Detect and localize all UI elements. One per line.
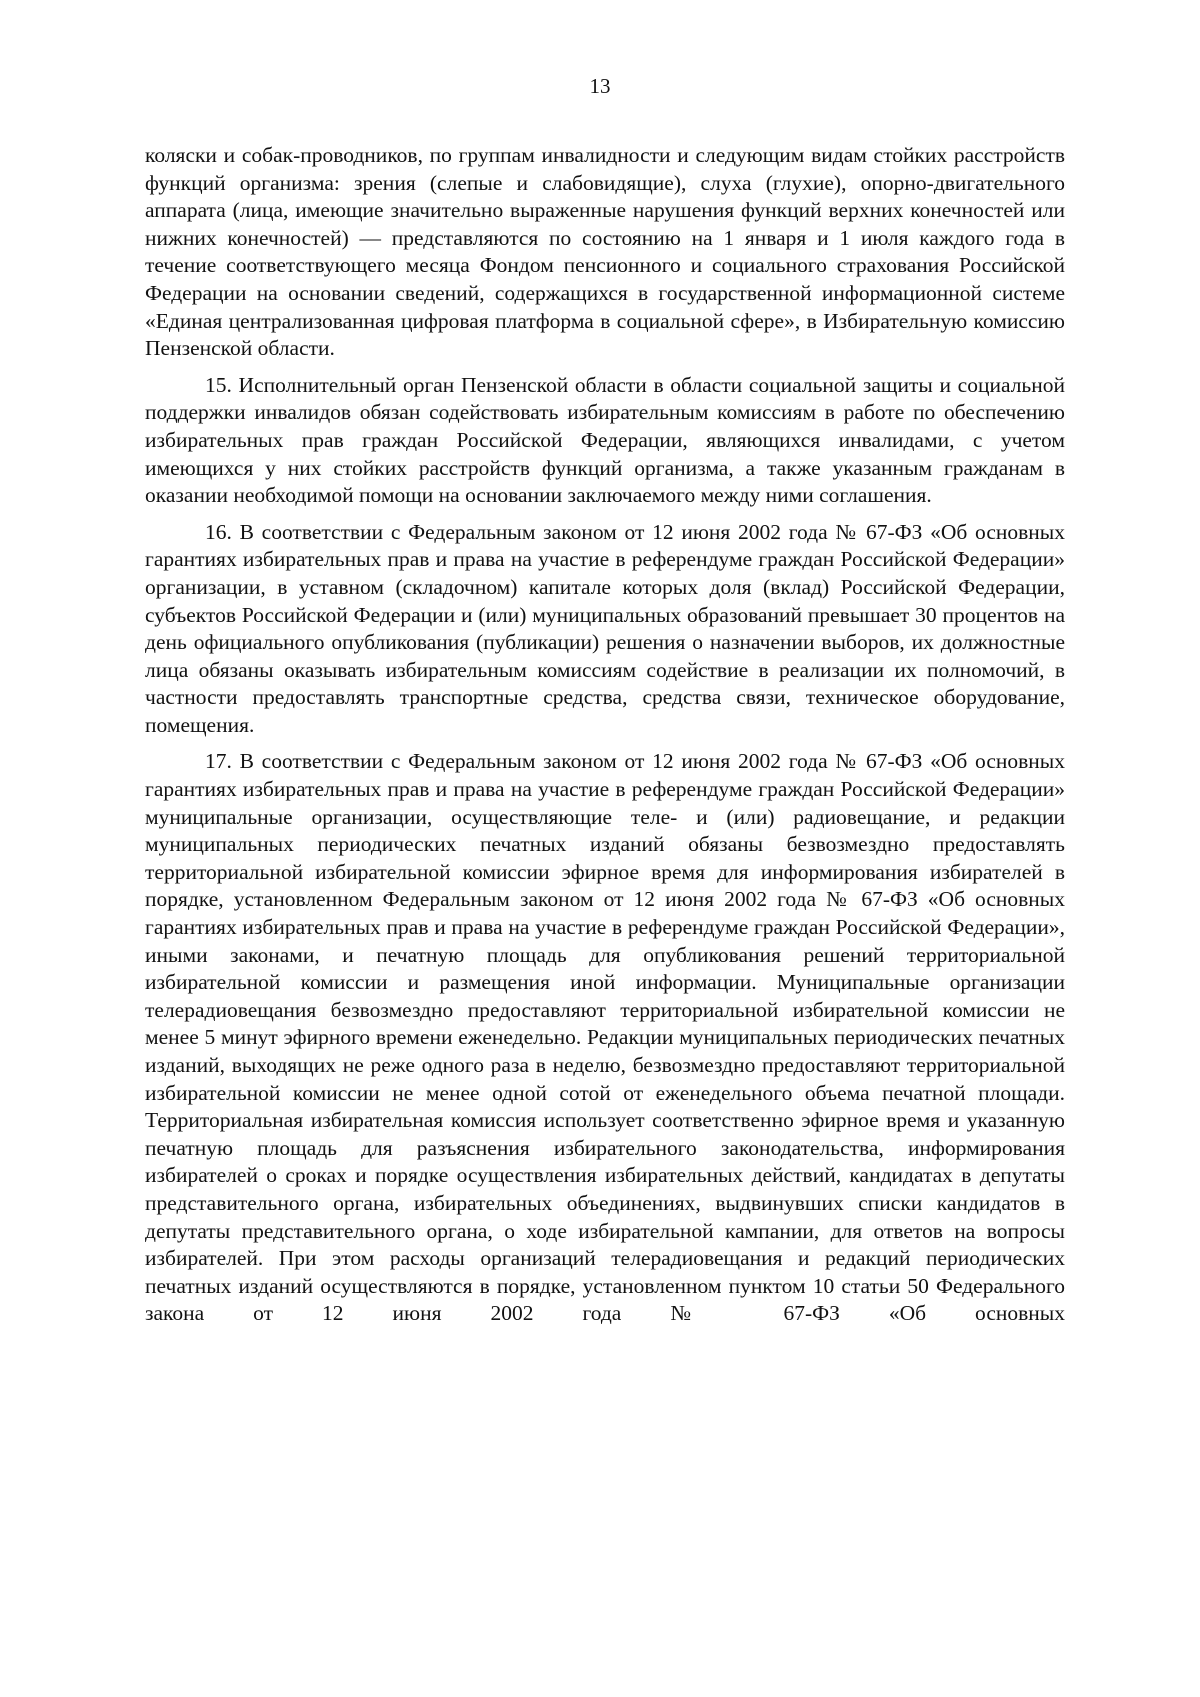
page-number: 13 <box>589 74 611 98</box>
paragraph-17: 17. В соответствии с Федеральным законом от 12 июня 2002 года № 67-ФЗ «Об основных гарантиях избирательных прав и права на участие в референдуме граждан Российской Федерации» муниципальные организации, осуществляющие теле- и (или) радиовещание, и редакции муниципальных периодических печатных изданий обязаны безвозмездно предоставлять территориальной избирательной комиссии эфирное время для информирования избирателей в порядке, установленном Федеральным законом от 12 июня 2002 года № 67-ФЗ «Об основных гарантиях избирательных прав и права на участие в референдуме граждан Российской Федерации», иными законами, и печатную площадь для опубликования решений территориальной избирательной комиссии и размещения иной информации. Муниципальные организации телерадиовещания безвозмездно предоставляют территориальной избирательной комиссии не менее 5 минут эфирного времени еженедельно. Редакции муниципальных периодических печатных изданий, выходящих не реже одного раза в неделю, безвозмездно предоставляют территориальной избирательной комиссии не менее одной сотой от еженедельного объема печатной площади. Территориальная избирательная комиссия использует соответственно эфирное время и указанную печатную площадь для разъяснения избирательного законодательства, информирования избирателей о сроках и порядке осуществления избирательных действий, кандидатах в депутаты представительного органа, избирательных объединениях, выдвинувших списки кандидатов в депутаты представительного органа, о ходе избирательной кампании, для ответов на вопросы избирателей. При этом расходы организаций телерадиовещания и редакций периодических печатных изданий осуществляются в порядке, установленном пунктом 10 статьи 50 Федерального закона от 12 июня 2002 года № 67-ФЗ «Об основных <box>145 749 1065 1326</box>
paragraph-15: 15. Исполнительный орган Пензенской области в области социальной защиты и социальной поддержки инвалидов обязан содействовать избирательным комиссиям в работе по обеспечению избирательных прав граждан Российской Федерации, являющихся инвалидами, с учетом имеющихся у них стойких расстройств функций организма, а также указанным гражданам в оказании необходимой помощи на основании заключаемого между ними соглашения. <box>145 372 1065 508</box>
document-body <box>145 142 1065 1328</box>
paragraph-continuation: коляски и собак-проводников, по группам инвалидности и следующим видам стойких расстройств функций организма: зрения (слепые и слабовидящие), слуха (глухие), опорно-двигательного аппарата (лица, имеющие значительно выраженные нарушения функций верхних конечностей или нижних конечностей) — представляются по состоянию на 1 января и 1 июля каждого года в течение соответствующего месяца Фондом пенсионного и социального страхования Российской Федерации на основании сведений, содержащихся в государственной информационной системе «Единая централизованная цифровая платформа в социальной сфере», в Избирательную комиссию Пензенской области. <box>145 143 1065 361</box>
paragraph-16: 16. В соответствии с Федеральным законом от 12 июня 2002 года № 67-ФЗ «Об основных гарантиях избирательных прав и права на участие в референдуме граждан Российской Федерации» организации, в уставном (складочном) капитале которых доля (вклад) Российской Федерации, субъектов Российской Федерации и (или) муниципальных образований превышает 30 процентов на день официального опубликования (публикации) решения о назначении выборов, их должностные лица обязаны оказывать избирательным комиссиям содействие в реализации их полномочий, в частности предоставлять транспортные средства, средства связи, техническое оборудование, помещения. <box>145 519 1065 737</box>
